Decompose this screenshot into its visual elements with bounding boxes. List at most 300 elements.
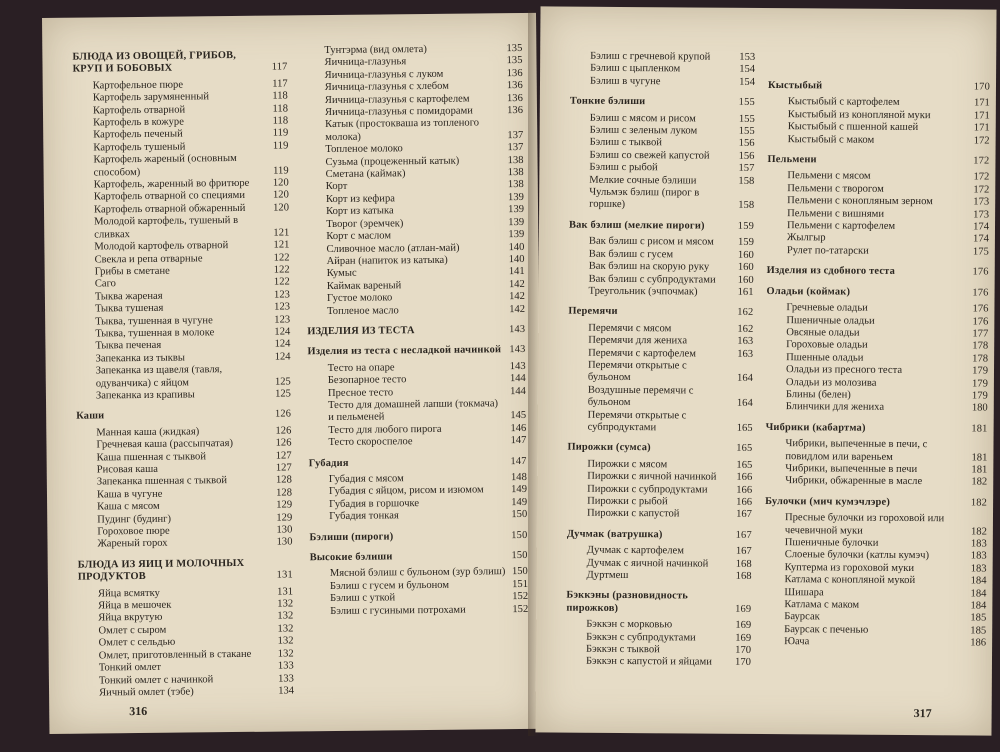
toc-section-heading	[76, 409, 291, 424]
toc-entry-page: 150	[511, 549, 528, 562]
toc-entry-page: 139	[508, 229, 525, 241]
toc-entry-page: 180	[971, 402, 988, 414]
toc-entry-title: Яичница-глазунья с хлебом	[324, 80, 449, 94]
toc-entry-title: Бэлиш с зеленым луком	[589, 124, 698, 137]
toc-entry-page: 156	[738, 150, 755, 162]
toc-entry-page: 136	[506, 67, 523, 79]
toc-entry-page: 182	[971, 476, 988, 488]
toc-entry-title: Гречневые оладьи	[786, 302, 868, 314]
toc-entry	[765, 475, 987, 489]
toc-entry-page: 117	[272, 78, 288, 90]
toc-entry-title: Свекла и репа отварные	[94, 252, 203, 265]
toc-entry-title: Кыстыбый с маком	[787, 133, 875, 146]
toc-entry-page: 142	[508, 278, 525, 290]
toc-entry	[570, 75, 755, 89]
toc-entry-title: Пельмени с творогом	[787, 182, 884, 195]
toc-entry-page: 130	[276, 524, 293, 536]
toc-entry-page: 118	[272, 103, 289, 115]
toc-entry-page: 117	[271, 61, 288, 74]
toc-entry-title: Оладьи (коймак)	[766, 285, 851, 298]
toc-entry-title: Пельмени с вишнями	[787, 207, 885, 220]
toc-entry-title: Бэлиш с гусем и бульоном	[329, 579, 450, 592]
toc-section-heading	[309, 456, 527, 471]
toc-entry-title: Гречневая каша (рассыпчатая)	[96, 438, 234, 451]
toc-entry	[767, 245, 989, 259]
toc-entry-title: Корт	[325, 181, 348, 193]
toc-column-3	[566, 51, 755, 670]
toc-entry-page: 161	[737, 286, 754, 298]
toc-entry-page: 172	[973, 184, 990, 196]
toc-entry-page: 184	[970, 600, 987, 612]
toc-entry-title: Пирожки с яичной начинкой	[587, 470, 717, 483]
toc-entry-title: Картофель, жаренный во фритюре	[93, 177, 250, 191]
toc-entry-page: 183	[970, 563, 987, 575]
toc-entry-title: Баурсак с печенью	[784, 623, 869, 636]
toc-entry-page: 162	[737, 323, 754, 335]
toc-entry	[74, 215, 289, 242]
toc-entry-title: Вак бэлиш (мелкие пироги)	[568, 219, 705, 232]
toc-entry-page: 120	[272, 189, 289, 202]
toc-entry-title: Омлет, приготовленный в стакане	[98, 648, 252, 662]
toc-entry-title: Пирожки с капустой	[586, 508, 680, 520]
toc-entry-page: 149	[511, 496, 528, 508]
toc-entry-title: Картофель отварной обжаренный	[93, 202, 246, 216]
toc-entry-title: Бэлиши (пироги)	[309, 530, 394, 543]
toc-entry-title: Пресные булочки из гороховой или чечевичной муки	[784, 512, 945, 537]
toc-entry-page: 177	[972, 328, 989, 340]
toc-entry-title: Корт из катыка	[325, 205, 394, 218]
toc-entry-title: Сливочное масло (атлан-май)	[326, 242, 460, 255]
toc-entry-title: Перемячи открытые с субпродуктами	[587, 409, 687, 434]
toc-entry-page: 121	[273, 227, 290, 239]
toc-entry-title: Рулет по-татарски	[786, 245, 869, 257]
toc-entry-page: 155	[738, 113, 755, 125]
toc-entry-title: Бэккэн с капустой и яйцами	[585, 656, 712, 669]
toc-entry-page: 132	[277, 648, 294, 660]
toc-entry-page: 178	[972, 353, 989, 365]
toc-entry-page: 136	[506, 80, 523, 92]
toc-entry-page: 170	[735, 657, 752, 669]
toc-section-heading	[568, 306, 753, 320]
toc-entry-page: 184	[970, 575, 987, 587]
toc-entry	[77, 537, 292, 552]
toc-entry-page: 152	[512, 591, 529, 603]
toc-entry-title: Блины (белен)	[785, 389, 851, 401]
toc-section-heading	[766, 422, 988, 436]
toc-entry-page: 135	[506, 42, 523, 55]
toc-entry-title: Кыстыбый из конопляной муки	[787, 108, 931, 121]
toc-entry-title: БЛЮДА ИЗ ОВОЩЕЙ, ГРИБОВ, КРУП И БОБОВЫХ	[72, 49, 237, 76]
toc-entry	[76, 364, 291, 391]
toc-entry-title: Пшеничные булочки	[784, 537, 879, 549]
toc-entry-page: 124	[274, 326, 291, 338]
toc-entry-page: 126	[274, 408, 292, 420]
toc-entry-page: 138	[507, 179, 524, 191]
toc-entry-title: Пельмени с конопляным зерном	[787, 195, 933, 208]
toc-entry-page: 149	[511, 484, 528, 496]
toc-entry-page: 132	[277, 610, 294, 623]
toc-entry-title: Картофельное пюре	[92, 79, 184, 92]
toc-entry-page: 150	[511, 566, 528, 578]
toc-section-heading	[569, 219, 754, 233]
toc-entry-title: ИЗДЕЛИЯ ИЗ ТЕСТА	[307, 325, 415, 338]
toc-entry-page: 140	[508, 253, 525, 266]
toc-entry	[569, 187, 754, 213]
toc-entry-page: 164	[736, 397, 753, 410]
toc-entry-title: Бэлиш с уткой	[330, 592, 396, 605]
toc-entry	[76, 388, 291, 403]
toc-entry-title: Чибрики, обжаренные в масле	[785, 475, 923, 488]
toc-entry-title: Катлама с конопляной мукой	[784, 574, 916, 587]
toc-entry-title: Корт из кефира	[325, 193, 396, 205]
toc-entry-page: 129	[276, 512, 293, 524]
toc-entry-title: Пирожки с рыбой	[587, 495, 668, 508]
toc-entry-title: Яйца всмятку	[97, 587, 160, 600]
toc-section-heading	[767, 286, 989, 300]
toc-entry-title: Картофель в кожуре	[93, 116, 184, 129]
toc-entry-page: 171	[973, 97, 990, 109]
toc-entry-page: 127	[275, 450, 292, 462]
toc-entry-page: 165	[736, 422, 753, 434]
toc-entry-title: Яичница-глазунья с луком	[324, 68, 444, 81]
toc-entry-page: 166	[736, 496, 753, 508]
toc-column-1	[72, 41, 294, 700]
toc-section-heading	[765, 496, 987, 510]
toc-entry-title: Чибрики, выпеченные в печи, с повидлом или вареньем	[785, 438, 928, 463]
toc-entry	[79, 685, 294, 700]
toc-entry-title: Тонкий омлет	[98, 661, 162, 674]
toc-entry-title: Треугольник (эчпочмак)	[588, 285, 698, 298]
toc-entry-page: 129	[276, 499, 293, 511]
toc-entry-title: Яичница-глазунья с картофелем	[324, 93, 470, 106]
toc-entry-title: Дучмак (ватрушка)	[566, 528, 663, 541]
toc-entry-page: 142	[508, 291, 526, 303]
toc-entry-page: 137	[507, 129, 524, 141]
toc-entry-title: Губадия тонкая	[329, 510, 399, 523]
toc-section-heading	[566, 590, 751, 616]
toc-section-heading	[78, 557, 293, 584]
toc-entry-title: Чибрики (кабартма)	[765, 421, 866, 434]
toc-entry-title: Бэккэн с морковью	[586, 619, 673, 631]
toc-entry-title: Оладьи из пресного теста	[785, 364, 903, 377]
toc-entry-title: Бэлиш со свежей капустой	[589, 149, 710, 162]
toc-entry-title: Тунтэрма (вид омлета)	[324, 43, 427, 57]
toc-entry	[568, 409, 753, 435]
toc-entry-page: 163	[737, 348, 754, 360]
toc-entry-title: Губадия с яйцом, рисом и изюмом	[328, 484, 484, 498]
toc-entry-title: Слоеные булочки (катлы кумэч)	[784, 549, 930, 562]
toc-entry-page: 139	[508, 216, 525, 228]
toc-entry-page: 134	[278, 685, 295, 697]
toc-entry-page: 159	[737, 237, 754, 249]
toc-entry-title: Картофель отварной	[92, 104, 186, 117]
toc-section-heading	[570, 96, 755, 110]
toc-entry-page: 185	[970, 625, 987, 637]
toc-entry-page: 118	[272, 90, 288, 102]
toc-entry-title: Бэлиш с тыквой	[589, 137, 662, 149]
toc-entry-title: Творог (эремчек)	[326, 217, 404, 230]
toc-entry-page: 128	[276, 487, 293, 499]
toc-entry-title: Пирожки с мясом	[587, 458, 668, 471]
toc-entry	[305, 117, 523, 144]
toc-entry-page: 174	[972, 233, 989, 246]
toc-entry-title: Бэлиш с мясом и рисом	[589, 112, 696, 125]
toc-entry-page: 144	[509, 385, 526, 397]
toc-entry-page: 143	[509, 344, 526, 356]
toc-entry-title: Тыква печеная	[95, 340, 162, 352]
right-page	[535, 6, 996, 735]
toc-entry-title: Молодой картофель отварной	[94, 240, 229, 253]
toc-entry	[764, 636, 986, 650]
toc-entry-title: Сузьма (процеженный катык)	[325, 155, 460, 168]
toc-entry	[765, 438, 987, 464]
toc-entry-title: Бэккэны (разновидность пирожков)	[566, 590, 689, 614]
toc-entry-title: Каша с мясом	[97, 501, 160, 513]
toc-entry-title: Тесто для любого пирога	[328, 423, 442, 436]
toc-entry-title: Яичный омлет (тэбе)	[99, 686, 194, 699]
toc-section-heading	[567, 528, 752, 542]
toc-entry-page: 139	[508, 204, 525, 216]
toc-entry-title: Бэлиш с гусиными потрохами	[330, 604, 466, 617]
toc-entry-page: 135	[506, 55, 523, 67]
toc-entry-page: 136	[506, 92, 523, 104]
toc-entry-page: 156	[738, 138, 755, 150]
toc-entry-page: 150	[511, 509, 528, 521]
toc-entry-page: 168	[735, 558, 752, 570]
toc-entry-title: Высокие бэлиши	[309, 551, 393, 564]
toc-entry-title: Тесто для домашней лапши (токмача) и пельменей	[328, 398, 499, 424]
toc-entry-page: 124	[274, 338, 291, 350]
toc-entry-title: Омлет с сыром	[98, 624, 167, 637]
toc-entry-title: Дучмак с картофелем	[586, 544, 685, 557]
toc-entry-title: Саго	[94, 278, 117, 290]
toc-entry-title: Перемячи открытые с бульоном	[587, 359, 687, 384]
toc-entry-page: 172	[973, 135, 990, 147]
toc-entry-page: 172	[973, 155, 990, 167]
toc-entry-page: 160	[737, 261, 754, 274]
toc-entry	[768, 134, 990, 148]
toc-entry-page: 126	[275, 425, 292, 437]
toc-entry-title: Пельмени с мясом	[787, 170, 871, 183]
toc-entry-page: 119	[273, 165, 289, 177]
toc-entry-page: 147	[510, 435, 527, 447]
toc-entry-page: 167	[735, 529, 752, 541]
toc-entry-page: 181	[971, 464, 988, 476]
toc-entry-title: Каша в чугуне	[96, 488, 163, 501]
toc-entry-title: Мелкие сочные бэлиши	[589, 174, 697, 187]
toc-entry-title: Перемячи	[568, 305, 618, 318]
toc-entry-page: 121	[273, 239, 290, 251]
toc-entry-title: Мясной бэлиш с бульоном (зур бэлиш)	[329, 566, 506, 580]
toc-entry-page: 119	[272, 127, 289, 140]
toc-entry	[310, 604, 528, 619]
toc-entry-page: 158	[738, 175, 755, 187]
toc-entry-title: Губадия с мясом	[328, 473, 404, 486]
toc-entry-page: 147	[510, 455, 527, 467]
toc-entry-page: 173	[973, 196, 990, 208]
toc-entry-title: Каша пшенная с тыквой	[96, 450, 207, 464]
toc-entry-title: Картофель печеный	[93, 128, 183, 141]
toc-entry	[567, 570, 752, 584]
toc-entry	[308, 435, 526, 450]
toc-section-heading	[309, 530, 527, 545]
toc-entry-page: 140	[508, 241, 525, 253]
toc-entry-page: 166	[736, 484, 753, 496]
toc-entry-title: Гороховые оладьи	[786, 339, 868, 352]
toc-entry-page: 131	[277, 586, 294, 598]
toc-entry-page: 148	[510, 471, 527, 484]
toc-entry-page: 173	[973, 209, 990, 221]
toc-column-2	[304, 43, 528, 618]
toc-entry-page: 182	[970, 526, 987, 538]
toc-entry-title: Кыстыбый	[767, 80, 823, 92]
toc-entry-title: Бэлиш в чугуне	[589, 75, 661, 88]
toc-entry-title: Пресное тесто	[327, 386, 394, 399]
toc-entry-title: Манная каша (жидкая)	[96, 426, 200, 439]
toc-entry-page: 163	[737, 335, 754, 348]
toc-entry-page: 146	[510, 422, 527, 434]
page-number-left: 316	[129, 703, 148, 719]
toc-entry-page: 158	[738, 200, 755, 212]
toc-entry-title: Гороховое пюре	[97, 525, 170, 538]
toc-entry-page: 133	[277, 672, 294, 685]
toc-entry-page: 178	[972, 340, 989, 352]
toc-entry-title: Топленое масло	[327, 304, 399, 317]
toc-entry-page: 176	[972, 303, 989, 315]
toc-entry-title: Бэккэн с тыквой	[586, 643, 660, 656]
toc-entry-page: 176	[972, 266, 989, 278]
toc-entry-title: Корт с маслом	[326, 230, 392, 243]
toc-entry-page: 170	[735, 644, 752, 656]
toc-entry-page: 122	[273, 264, 290, 276]
toc-entry-title: Дуртмеш	[586, 569, 629, 582]
toc-column-4	[764, 72, 990, 650]
toc-entry-page: 137	[507, 142, 524, 154]
toc-entry-title: Блинчики для жениха	[785, 401, 885, 414]
toc-entry	[73, 153, 288, 180]
toc-entry-page: 127	[275, 462, 292, 474]
toc-entry-page: 176	[972, 315, 989, 328]
toc-section-heading	[567, 442, 752, 456]
toc-entry-title: Молодой картофель, тушеный в сливках	[94, 215, 239, 241]
toc-entry-page: 154	[739, 76, 756, 88]
toc-entry-page: 182	[970, 497, 988, 509]
toc-entry-page: 169	[735, 620, 752, 632]
toc-entry-page: 122	[273, 276, 290, 288]
toc-entry-title: Бэлиш с рыбой	[589, 162, 658, 174]
toc-entry-page: 145	[510, 410, 527, 422]
toc-entry-title: Чульмэк бэлиш (пирог в горшке)	[589, 186, 700, 211]
toc-entry	[766, 401, 988, 415]
toc-entry-title: Жылгыр	[786, 232, 826, 244]
toc-entry-page: 155	[738, 97, 755, 109]
toc-entry-title: Яйца вкрутую	[98, 612, 163, 624]
toc-entry-title: Пудинг (будинг)	[97, 513, 172, 526]
toc-entry-title: Пшеничные оладьи	[786, 314, 875, 327]
toc-entry-page: 171	[973, 110, 990, 122]
toc-entry-page: 136	[507, 104, 524, 117]
toc-entry-page: 151	[512, 578, 529, 590]
toc-entry-title: Сметана (каймак)	[325, 168, 406, 181]
toc-entry	[309, 509, 527, 524]
toc-entry	[567, 508, 752, 522]
toc-entry-page: 131	[276, 569, 293, 581]
toc-entry-title: Изделия из сдобного теста	[766, 265, 896, 278]
toc-entry-page: 152	[512, 603, 529, 615]
toc-entry-title: Густое молоко	[326, 292, 393, 305]
toc-entry-title: Тыква, тушенная в чугуне	[95, 314, 213, 327]
toc-entry-page: 179	[971, 377, 988, 390]
toc-entry-page: 181	[971, 451, 988, 464]
toc-entry-title: Запеканка из крапивы	[95, 389, 195, 402]
toc-entry-page: 139	[507, 191, 524, 204]
toc-section-heading	[307, 344, 525, 359]
toc-entry-title: Тонкий омлет с начинкой	[98, 673, 214, 686]
toc-entry-title: Вак бэлиш на скорую руку	[588, 260, 710, 273]
toc-entry-page: 118	[272, 115, 289, 127]
toc-entry-page: 167	[735, 546, 752, 558]
toc-entry-title: Катык (простокваша из топленого молока)	[325, 117, 480, 143]
toc-entry-page: 125	[275, 388, 292, 400]
toc-entry-title: Оладьи из молозива	[785, 376, 877, 389]
toc-entry-page: 141	[508, 266, 525, 278]
toc-entry	[308, 398, 526, 425]
toc-entry-title: Пельмени с картофелем	[786, 220, 896, 232]
toc-entry-title: Картофель зарумяненный	[92, 91, 210, 104]
toc-entry-title: Воздушные перемячи с бульоном	[587, 384, 694, 409]
toc-entry-title: Вак бэлиш с гусем	[588, 248, 674, 261]
toc-entry-title: Вак бэлиш с рисом и мясом	[588, 236, 714, 248]
toc-entry-title: Тонкие бэлиши	[569, 95, 646, 108]
toc-entry-page: 125	[274, 375, 291, 388]
toc-entry-page: 183	[970, 550, 987, 562]
toc-entry-page: 171	[973, 122, 990, 134]
toc-entry-page: 166	[736, 471, 753, 484]
toc-entry-page: 175	[972, 246, 989, 258]
toc-entry	[765, 512, 987, 538]
toc-entry-title: Губадия	[308, 457, 349, 469]
toc-entry-title: Кыстыбый с пшенной кашей	[787, 121, 919, 134]
toc-entry-page: 153	[739, 51, 756, 63]
toc-entry-title: Жареный горох	[97, 538, 168, 550]
toc-entry-title: Юача	[784, 636, 810, 648]
toc-entry-title: Овсяные оладьи	[786, 327, 860, 339]
toc-entry-title: Кумыс	[326, 268, 357, 280]
toc-entry-title: Картофель тушеный	[93, 141, 186, 154]
toc-entry-page: 120	[272, 177, 289, 189]
toc-section-heading	[310, 550, 528, 565]
toc-entry-title: Бэлиш с цыпленком	[590, 63, 681, 75]
toc-entry-title: Баурсак	[784, 611, 820, 623]
toc-entry-title: Картофель жареный (основным способом)	[93, 153, 237, 179]
toc-entry-page: 120	[273, 202, 290, 214]
toc-entry-title: Губадия в горшочке	[329, 497, 420, 510]
toc-entry-page: 143	[509, 323, 526, 336]
toc-entry-title: Тесто на опаре	[327, 362, 395, 374]
toc-entry-title: Запеканка из тыквы	[95, 352, 186, 365]
toc-entry-title: Бэлиш с гречневой крупой	[590, 50, 711, 63]
toc-entry-page: 179	[972, 365, 989, 377]
toc-section-heading	[307, 324, 525, 339]
toc-entry-title: Пшенные оладьи	[786, 351, 864, 364]
toc-entry-title: Яичница-глазунья	[324, 56, 407, 69]
toc-entry-page: 170	[973, 81, 991, 93]
toc-entry-page: 123	[274, 301, 291, 313]
toc-section-heading	[767, 154, 989, 168]
toc-entry-page: 181	[971, 423, 988, 435]
toc-entry-page: 165	[736, 459, 753, 471]
toc-entry	[566, 656, 751, 670]
